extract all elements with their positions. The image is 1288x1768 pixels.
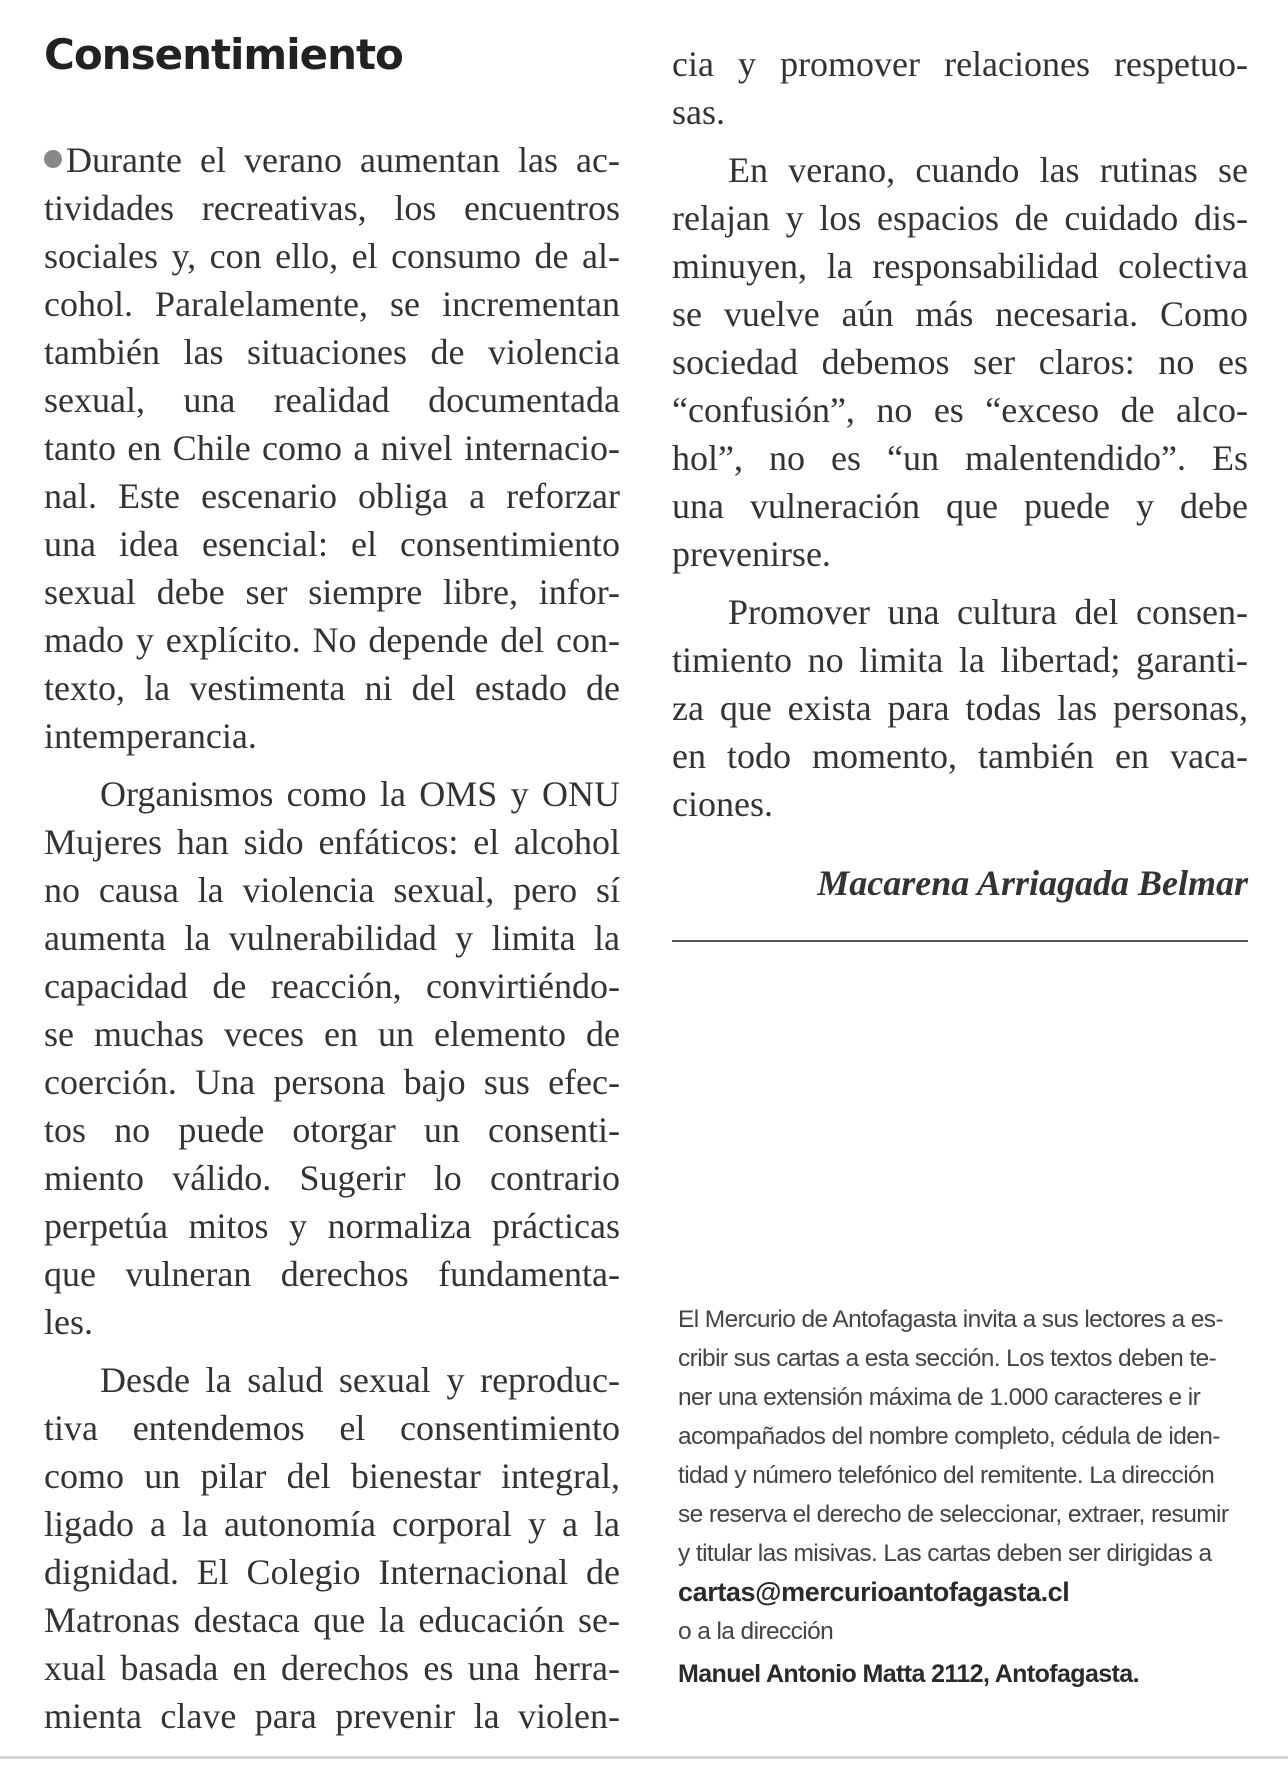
paragraph-3-line: ligado a la autonomía corporal y a la xyxy=(44,1504,620,1544)
paragraph-1-line: tividades recreativas, los encuentros xyxy=(44,188,620,228)
paragraph-5-line: za que exista para todas las personas, xyxy=(672,688,1248,728)
paragraph-1-line: sexual debe ser siempre libre, infor- xyxy=(44,572,620,612)
paragraph-1-line: tanto en Chile como a nivel internacio- xyxy=(44,428,620,468)
paragraph-4-line: hol”, no es “un malentendido”. Es xyxy=(672,438,1248,478)
paragraph-5-line: timiento no limita la libertad; garanti- xyxy=(672,640,1248,680)
paragraph-3-line: sas. xyxy=(672,92,725,132)
paragraph-5-line: Promover una cultura del consen- xyxy=(728,592,1248,632)
paragraph-1-line: una idea esencial: el consentimiento xyxy=(44,524,620,564)
paragraph-2-line: aumenta la vulnerabilidad y limita la xyxy=(44,918,620,958)
paragraph-2-line: tos no puede otorgar un consenti- xyxy=(44,1110,620,1150)
notice-line: tidad y número telefónico del remitente. La dirección xyxy=(678,1462,1215,1489)
letters-notice xyxy=(678,1300,1238,1694)
bullet-icon xyxy=(44,150,62,168)
paragraph-2-line: se muchas veces en un elemento de xyxy=(44,1014,620,1054)
paragraph-2-line: no causa la violencia sexual, pero sí xyxy=(44,870,620,910)
paragraph-4-line: minuyen, la responsabilidad colectiva xyxy=(672,246,1248,286)
paragraph-2-line: miento válido. Sugerir lo contrario xyxy=(44,1158,620,1198)
notice-line: y titular las misivas. Las cartas deben ser dirigidas a xyxy=(678,1540,1212,1567)
notice-address-intro: o a la dirección xyxy=(678,1618,834,1645)
paragraph-3-line: mienta clave para prevenir la violen- xyxy=(44,1696,620,1736)
page-bottom-rule xyxy=(0,1756,1288,1759)
paragraph-3-line: cia y promover relaciones respetuo- xyxy=(672,44,1248,84)
notice-line: se reserva el derecho de seleccionar, extraer, resumir xyxy=(678,1501,1229,1528)
paragraph-4-line: se vuelve aún más necesaria. Como xyxy=(672,294,1248,334)
paragraph-1-line: sexual, una realidad documentada xyxy=(44,380,620,420)
paragraph-4-line: En verano, cuando las rutinas se xyxy=(728,150,1248,190)
article-body-right-column xyxy=(672,40,1248,828)
paragraph-1-line: cohol. Paralelamente, se incrementan xyxy=(44,284,620,324)
paragraph-2-line: capacidad de reacción, convirtiéndo- xyxy=(44,966,620,1006)
paragraph-4-line: sociedad debemos ser claros: no es xyxy=(672,342,1248,382)
paragraph-1-line: texto, la vestimenta ni del estado de xyxy=(44,668,620,708)
paragraph-2-line: les. xyxy=(44,1302,93,1342)
section-divider xyxy=(672,940,1248,942)
paragraph-3-line: como un pilar del bienestar integral, xyxy=(44,1456,620,1496)
paragraph-1-line: sociales y, con ello, el consumo de al- xyxy=(44,236,620,276)
paragraph-3-line: Matronas destaca que la educación se- xyxy=(44,1600,620,1640)
paragraph-1-line: también las situaciones de violencia xyxy=(44,332,620,372)
notice-line: El Mercurio de Antofagasta invita a sus lectores a es- xyxy=(678,1306,1224,1333)
paragraph-5-line: en todo momento, también en vaca- xyxy=(672,736,1248,776)
paragraph-2-line: Organismos como la OMS y ONU xyxy=(100,774,620,814)
paragraph-1-line: Durante el verano aumentan las ac- xyxy=(44,136,620,184)
article-body-left-column xyxy=(44,136,620,1740)
paragraph-2-line: perpetúa mitos y normaliza prácticas xyxy=(44,1206,620,1246)
paragraph-1-line: mado y explícito. No depende del con- xyxy=(44,620,620,660)
paragraph-5-line: ciones. xyxy=(672,784,773,824)
notice-line: acompañados del nombre completo, cédula de iden- xyxy=(678,1423,1220,1450)
notice-line: ner una extensión máxima de 1.000 caracteres e ir xyxy=(678,1384,1201,1411)
paragraph-3-line: tiva entendemos el consentimiento xyxy=(44,1408,620,1448)
paragraph-4-line: prevenirse. xyxy=(672,534,831,574)
notice-line: cribir sus cartas a esta sección. Los textos deben te- xyxy=(678,1345,1217,1372)
paragraph-2-line: coerción. Una persona bajo sus efec- xyxy=(44,1062,620,1102)
paragraph-4-line: relajan y los espacios de cuidado dis- xyxy=(672,198,1248,238)
paragraph-4-line: una vulneración que puede y debe xyxy=(672,486,1248,526)
paragraph-3-line: dignidad. El Colegio Internacional de xyxy=(44,1552,620,1592)
paragraph-1-line: intemperancia. xyxy=(44,716,257,756)
paragraph-4-line: “confusión”, no es “exceso de alco- xyxy=(672,390,1248,430)
paragraph-2-line: que vulneran derechos fundamenta- xyxy=(44,1254,620,1294)
article-title: Consentimiento xyxy=(44,30,403,79)
author-signature: Macarena Arriagada Belmar xyxy=(817,863,1248,903)
notice-email-link[interactable]: cartas@mercurioantofagasta.cl xyxy=(678,1577,1070,1607)
paragraph-2-line: Mujeres han sido enfáticos: el alcohol xyxy=(44,822,620,862)
paragraph-3-line: xual basada en derechos es una herra- xyxy=(44,1648,620,1688)
paragraph-1-line: nal. Este escenario obliga a reforzar xyxy=(44,476,620,516)
paragraph-3-line: Desde la salud sexual y reproduc- xyxy=(100,1360,620,1400)
notice-address: Manuel Antonio Matta 2112, Antofagasta. xyxy=(678,1660,1139,1688)
